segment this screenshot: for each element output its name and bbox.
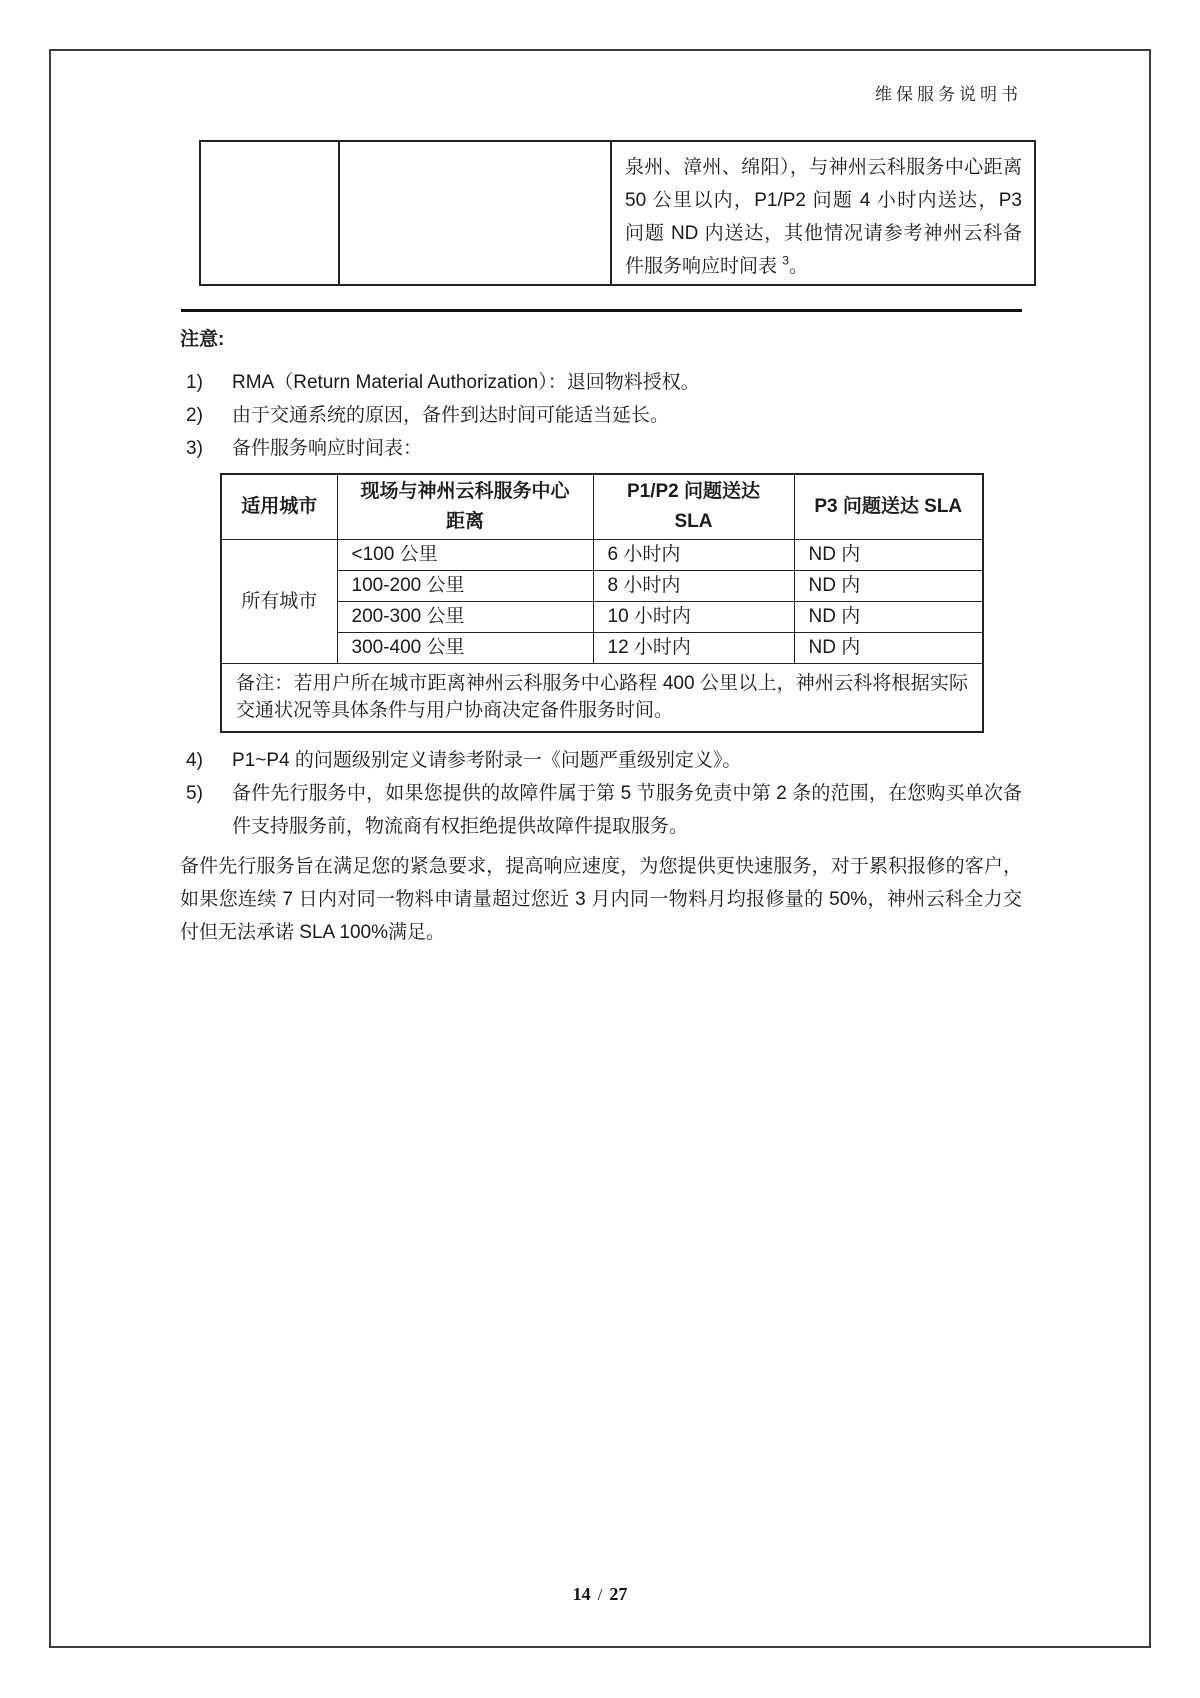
note-item-5	[180, 777, 1022, 843]
sla-table	[220, 473, 984, 733]
section-divider-rule	[181, 309, 1022, 312]
note-item-2	[180, 399, 1022, 432]
sla-header-p1p2-line2: SLA	[674, 511, 713, 532]
note-item-1	[180, 366, 1022, 399]
footer-current-page: 14	[572, 1584, 591, 1604]
sla-header-p3: P3 问题送达 SLA	[794, 474, 983, 540]
footer-total-pages: 27	[609, 1584, 628, 1604]
continuation-table-text-cell	[612, 142, 1034, 284]
note-item-4	[180, 744, 1022, 777]
note-item-3-text: 备件服务响应时间表：	[232, 438, 423, 459]
note-item-5-text: 备件先行服务中，如果您提供的故障件属于第 5 节服务免责中第 2 条的范围，在您购买单次备件支持服务前，物流商有权拒绝提供故障件提取服务。	[232, 783, 1022, 837]
sla-header-city: 适用城市	[221, 474, 337, 540]
sla-row-3-p3: ND 内	[794, 602, 983, 633]
sla-row-2-p3: ND 内	[794, 571, 983, 602]
sla-row-3-p1p2: 10 小时内	[593, 602, 794, 633]
sla-header-distance	[337, 474, 593, 540]
note-item-3	[180, 432, 1022, 465]
sla-header-p1p2	[593, 474, 794, 540]
sla-row-1-distance: <100 公里	[337, 540, 593, 571]
continuation-text: 泉州、漳州、绵阳），与神州云科服务中心距离 50 公里以内，P1/P2 问题 4 小时内送达，P3 问题 ND 内送达，其他情况请参考神州云科备件服务响应时间表	[625, 157, 1022, 277]
footnote-ref-3: 3	[782, 253, 789, 268]
notice-heading: 注意:	[180, 329, 225, 350]
note-item-4-text: P1~P4 的问题级别定义请参考附录一《问题严重级别定义》。	[232, 750, 742, 771]
note-item-1-text: RMA（Return Material Authorization）：退回物料授权。	[232, 372, 700, 393]
sla-row-2-p1p2: 8 小时内	[593, 571, 794, 602]
sla-city-cell: 所有城市	[221, 540, 337, 664]
sla-row-1	[221, 540, 983, 571]
continuation-table-empty-cell-2	[340, 142, 612, 284]
sla-row-1-p1p2: 6 小时内	[593, 540, 794, 571]
sla-row-3-distance: 200-300 公里	[337, 602, 593, 633]
sla-remark-cell: 备注：若用户所在城市距离神州云科服务中心路程 400 公里以上，神州云科将根据实际交通状况等具体条件与用户协商决定备件服务时间。	[221, 664, 983, 733]
sla-row-1-p3: ND 内	[794, 540, 983, 571]
sla-header-distance-line2: 距离	[445, 511, 484, 532]
sla-row-4-p3: ND 内	[794, 633, 983, 664]
note-item-2-number: 2)	[186, 405, 203, 426]
continuation-table-empty-cell-1	[201, 142, 340, 284]
note-item-3-number: 3)	[186, 438, 203, 459]
note-item-4-number: 4)	[186, 750, 203, 771]
continuation-table	[199, 140, 1036, 286]
content-column	[180, 323, 1022, 949]
sla-row-2-distance: 100-200 公里	[337, 571, 593, 602]
sla-header-row	[221, 474, 983, 540]
sla-row-4-distance: 300-400 公里	[337, 633, 593, 664]
note-item-5-number: 5)	[186, 783, 203, 804]
sla-row-4-p1p2: 12 小时内	[593, 633, 794, 664]
sla-remark-row	[221, 664, 983, 733]
closing-paragraph: 备件先行服务旨在满足您的紧急要求，提高响应速度，为您提供更快速服务，对于累积报修的客户，如果您连续 7 日内对同一物料申请量超过您近 3 月内同一物料月均报修量的 50%，神州云科全力交付但无法承诺 SLA 100%满足。	[180, 856, 1022, 943]
continuation-text-period: 。	[788, 256, 808, 277]
footer-page-separator: /	[597, 1585, 603, 1604]
sla-header-distance-line1: 现场与神州云科服务中心	[360, 481, 570, 502]
note-item-2-text: 由于交通系统的原因，备件到达时间可能适当延长。	[232, 405, 670, 426]
page-footer	[0, 1584, 1200, 1605]
page-header-title: 维保服务说明书	[875, 85, 1022, 104]
sla-header-p1p2-line1: P1/P2 问题送达	[626, 481, 761, 502]
note-item-1-number: 1)	[186, 372, 203, 393]
